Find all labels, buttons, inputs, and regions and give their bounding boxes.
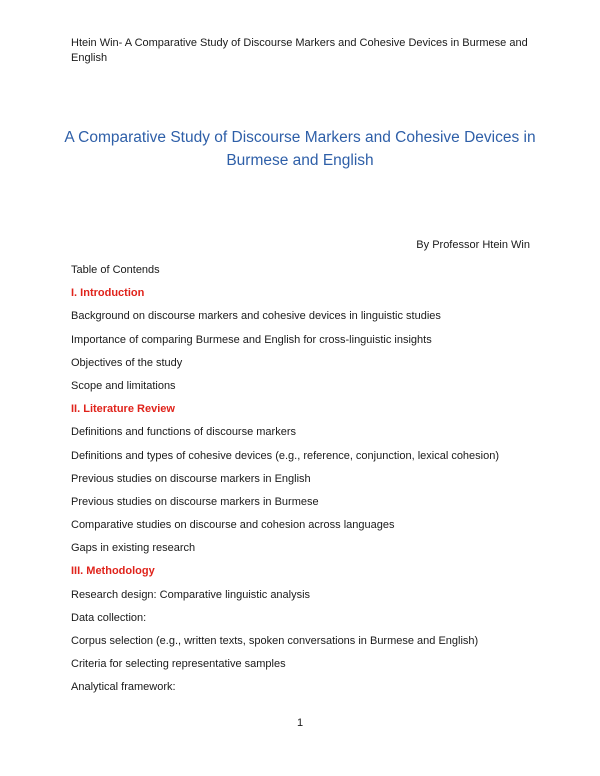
toc-line: Objectives of the study <box>71 356 183 369</box>
toc-line: Importance of comparing Burmese and English for cross-linguistic insights <box>71 333 432 346</box>
toc-line: Definitions and types of cohesive devices (e.g., reference, conjunction, lexical cohesion) <box>71 449 500 462</box>
running-header: Htein Win- A Comparative Study of Discourse Markers and Cohesive Devices in Burmese and English <box>71 37 528 64</box>
toc-section-heading: I. Introduction <box>71 287 145 300</box>
toc-section-heading: III. Methodology <box>71 565 155 578</box>
document-title: A Comparative Study of Discourse Markers and Cohesive Devices in Burmese and English <box>64 129 536 169</box>
table-of-contents <box>71 263 541 704</box>
toc-line: Research design: Comparative linguistic analysis <box>71 588 311 601</box>
page-number: 1 <box>296 717 304 729</box>
author-byline: By Professor Htein Win <box>416 239 530 251</box>
toc-line: Corpus selection (e.g., written texts, spoken conversations in Burmese and English) <box>71 635 479 647</box>
toc-line: Criteria for selecting representative samples <box>71 658 286 671</box>
toc-line: Definitions and functions of discourse markers <box>71 426 296 439</box>
toc-line: Previous studies on discourse markers in Burmese <box>71 495 319 508</box>
toc-line: Scope and limitations <box>71 379 176 392</box>
toc-line: Background on discourse markers and cohesive devices in linguistic studies <box>71 310 441 323</box>
toc-line: Previous studies on discourse markers in English <box>71 472 311 485</box>
toc-line: Comparative studies on discourse and cohesion across languages <box>71 519 395 532</box>
toc-line: Data collection: <box>71 611 147 624</box>
toc-line: Gaps in existing research <box>71 542 196 555</box>
toc-line: Table of Contends <box>71 264 160 276</box>
toc-line: Analytical framework: <box>71 681 176 694</box>
toc-section-heading: II. Literature Review <box>71 403 175 416</box>
